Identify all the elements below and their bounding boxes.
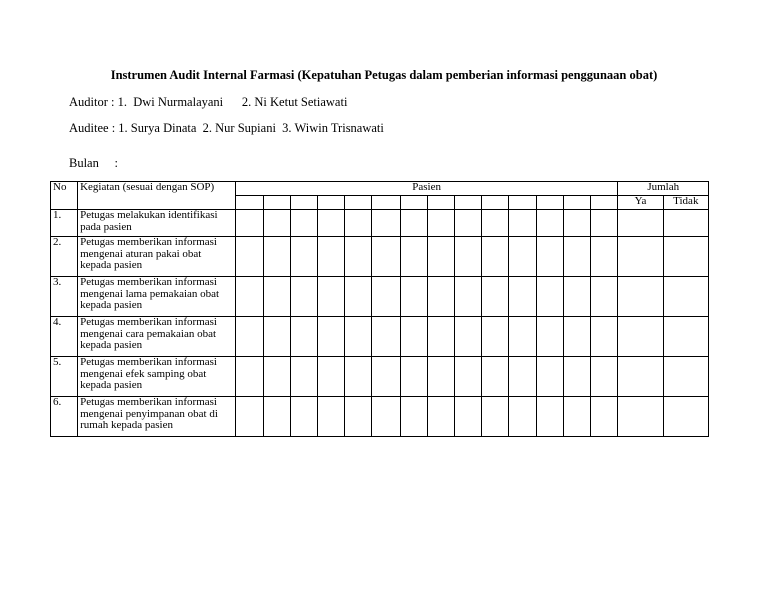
pasien-cell[interactable]	[591, 196, 618, 210]
table-header-row	[51, 182, 709, 196]
header-pasien: Pasien	[235, 182, 618, 196]
pasien-check-cell[interactable]	[564, 317, 591, 357]
jumlah-ya-cell[interactable]	[618, 210, 663, 237]
pasien-check-cell[interactable]	[318, 397, 345, 437]
pasien-check-cell[interactable]	[263, 397, 290, 437]
pasien-check-cell[interactable]	[372, 397, 400, 437]
pasien-check-cell[interactable]	[345, 397, 372, 437]
audit-table	[50, 181, 709, 437]
row-number: 3.	[51, 277, 78, 317]
pasien-check-cell[interactable]	[263, 210, 290, 237]
pasien-check-cell[interactable]	[400, 277, 427, 317]
table-row	[51, 357, 709, 397]
row-kegiatan: Petugas memberikan informasi mengenai lama pemakaian obat kepada pasien	[78, 277, 236, 317]
pasien-check-cell[interactable]	[318, 317, 345, 357]
pasien-check-cell[interactable]	[372, 237, 400, 277]
pasien-check-cell[interactable]	[318, 237, 345, 277]
document-title: Instrumen Audit Internal Farmasi (Kepatuhan Petugas dalam pemberian informasi penggunaan obat)	[110, 68, 658, 82]
pasien-check-cell[interactable]	[291, 210, 318, 237]
pasien-check-cell[interactable]	[291, 237, 318, 277]
jumlah-tidak-cell[interactable]	[663, 397, 708, 437]
pasien-check-cell[interactable]	[291, 277, 318, 317]
pasien-check-cell[interactable]	[564, 277, 591, 317]
pasien-check-cell[interactable]	[481, 317, 508, 357]
pasien-check-cell[interactable]	[508, 357, 536, 397]
pasien-check-cell[interactable]	[345, 237, 372, 277]
pasien-check-cell[interactable]	[235, 277, 263, 317]
pasien-check-cell[interactable]	[427, 357, 454, 397]
jumlah-tidak-cell[interactable]	[663, 277, 708, 317]
pasien-check-cell[interactable]	[400, 397, 427, 437]
pasien-check-cell[interactable]	[591, 210, 618, 237]
header-ya: Ya	[618, 196, 663, 210]
pasien-check-cell[interactable]	[263, 237, 290, 277]
pasien-cell[interactable]	[400, 196, 427, 210]
pasien-check-cell[interactable]	[454, 357, 481, 397]
pasien-check-cell[interactable]	[508, 317, 536, 357]
pasien-check-cell[interactable]	[263, 357, 290, 397]
pasien-check-cell[interactable]	[345, 277, 372, 317]
row-kegiatan: Petugas memberikan informasi mengenai cara pemakaian obat kepada pasien	[78, 317, 236, 357]
pasien-check-cell[interactable]	[427, 397, 454, 437]
table-row	[51, 277, 709, 317]
table-row	[51, 237, 709, 277]
bulan-separator: :	[114, 156, 118, 170]
pasien-cell[interactable]	[291, 196, 318, 210]
pasien-check-cell[interactable]	[481, 397, 508, 437]
pasien-check-cell[interactable]	[564, 210, 591, 237]
pasien-check-cell[interactable]	[454, 210, 481, 237]
auditor-member-1: 1. Dwi Nurmalayani	[117, 95, 224, 109]
auditee-line	[69, 121, 384, 136]
table-row	[51, 397, 709, 437]
pasien-check-cell[interactable]	[318, 357, 345, 397]
pasien-check-cell[interactable]	[481, 357, 508, 397]
pasien-check-cell[interactable]	[427, 237, 454, 277]
pasien-check-cell[interactable]	[372, 277, 400, 317]
jumlah-ya-cell[interactable]	[618, 277, 663, 317]
pasien-check-cell[interactable]	[318, 277, 345, 317]
pasien-check-cell[interactable]	[427, 210, 454, 237]
table-row	[51, 317, 709, 357]
row-kegiatan: Petugas melakukan identifikasi pada pasien	[78, 210, 236, 237]
auditee-member-1: 1. Surya Dinata	[118, 121, 197, 135]
auditee-member-3: 3. Wiwin Trisnawati	[282, 121, 384, 135]
header-tidak: Tidak	[663, 196, 708, 210]
pasien-check-cell[interactable]	[263, 317, 290, 357]
pasien-check-cell[interactable]	[591, 397, 618, 437]
jumlah-ya-cell[interactable]	[618, 357, 663, 397]
pasien-check-cell[interactable]	[400, 357, 427, 397]
pasien-check-cell[interactable]	[454, 397, 481, 437]
jumlah-ya-cell[interactable]	[618, 397, 663, 437]
pasien-check-cell[interactable]	[263, 277, 290, 317]
row-number: 5.	[51, 357, 78, 397]
auditor-label: Auditor :	[69, 95, 115, 109]
header-no: No	[51, 182, 78, 210]
pasien-check-cell[interactable]	[372, 210, 400, 237]
pasien-check-cell[interactable]	[400, 317, 427, 357]
pasien-check-cell[interactable]	[508, 237, 536, 277]
pasien-cell[interactable]	[564, 196, 591, 210]
pasien-check-cell[interactable]	[400, 210, 427, 237]
pasien-check-cell[interactable]	[291, 357, 318, 397]
pasien-check-cell[interactable]	[537, 237, 564, 277]
pasien-check-cell[interactable]	[564, 397, 591, 437]
pasien-check-cell[interactable]	[345, 357, 372, 397]
header-jumlah: Jumlah	[618, 182, 709, 196]
jumlah-tidak-cell[interactable]	[663, 357, 708, 397]
pasien-cell[interactable]	[481, 196, 508, 210]
pasien-check-cell[interactable]	[427, 317, 454, 357]
pasien-check-cell[interactable]	[454, 237, 481, 277]
pasien-check-cell[interactable]	[235, 397, 263, 437]
row-kegiatan: Petugas memberikan informasi mengenai aturan pakai obat kepada pasien	[78, 237, 236, 277]
jumlah-tidak-cell[interactable]	[663, 237, 708, 277]
auditor-member-2: 2. Ni Ketut Setiawati	[241, 95, 348, 109]
pasien-check-cell[interactable]	[372, 317, 400, 357]
header-kegiatan: Kegiatan (sesuai dengan SOP)	[78, 182, 236, 210]
bulan-label: Bulan	[69, 156, 99, 170]
pasien-cell[interactable]	[454, 196, 481, 210]
row-number: 1.	[51, 210, 78, 237]
pasien-check-cell[interactable]	[537, 210, 564, 237]
pasien-check-cell[interactable]	[537, 317, 564, 357]
pasien-cell[interactable]	[345, 196, 372, 210]
pasien-check-cell[interactable]	[291, 397, 318, 437]
pasien-check-cell[interactable]	[345, 210, 372, 237]
pasien-check-cell[interactable]	[508, 210, 536, 237]
pasien-check-cell[interactable]	[591, 317, 618, 357]
auditee-label: Auditee :	[69, 121, 116, 135]
auditee-member-2: 2. Nur Supiani	[202, 121, 276, 135]
pasien-check-cell[interactable]	[508, 277, 536, 317]
jumlah-ya-cell[interactable]	[618, 237, 663, 277]
pasien-check-cell[interactable]	[537, 277, 564, 317]
pasien-check-cell[interactable]	[508, 397, 536, 437]
pasien-check-cell[interactable]	[235, 210, 263, 237]
pasien-cell[interactable]	[235, 196, 263, 210]
pasien-check-cell[interactable]	[481, 277, 508, 317]
pasien-check-cell[interactable]	[454, 277, 481, 317]
row-number: 6.	[51, 397, 78, 437]
pasien-cell[interactable]	[318, 196, 345, 210]
pasien-cell[interactable]	[508, 196, 536, 210]
row-kegiatan: Petugas memberikan informasi mengenai efek samping obat kepada pasien	[78, 357, 236, 397]
pasien-check-cell[interactable]	[481, 210, 508, 237]
pasien-check-cell[interactable]	[235, 237, 263, 277]
pasien-check-cell[interactable]	[481, 237, 508, 277]
auditor-line	[69, 95, 347, 110]
pasien-check-cell[interactable]	[591, 277, 618, 317]
pasien-check-cell[interactable]	[537, 357, 564, 397]
pasien-check-cell[interactable]	[372, 357, 400, 397]
jumlah-tidak-cell[interactable]	[663, 317, 708, 357]
pasien-check-cell[interactable]	[345, 317, 372, 357]
pasien-check-cell[interactable]	[427, 277, 454, 317]
pasien-check-cell[interactable]	[400, 237, 427, 277]
row-kegiatan: Petugas memberikan informasi mengenai penyimpanan obat di rumah kepada pasien	[78, 397, 236, 437]
pasien-check-cell[interactable]	[591, 357, 618, 397]
table-row	[51, 210, 709, 237]
pasien-check-cell[interactable]	[291, 317, 318, 357]
jumlah-ya-cell[interactable]	[618, 317, 663, 357]
pasien-check-cell[interactable]	[318, 210, 345, 237]
bulan-line	[69, 156, 118, 171]
pasien-check-cell[interactable]	[235, 317, 263, 357]
pasien-check-cell[interactable]	[235, 357, 263, 397]
pasien-cell[interactable]	[372, 196, 400, 210]
jumlah-tidak-cell[interactable]	[663, 210, 708, 237]
pasien-check-cell[interactable]	[591, 237, 618, 277]
row-number: 4.	[51, 317, 78, 357]
pasien-cell[interactable]	[263, 196, 290, 210]
pasien-cell[interactable]	[537, 196, 564, 210]
pasien-check-cell[interactable]	[564, 357, 591, 397]
pasien-check-cell[interactable]	[537, 397, 564, 437]
row-number: 2.	[51, 237, 78, 277]
pasien-cell[interactable]	[427, 196, 454, 210]
pasien-check-cell[interactable]	[454, 317, 481, 357]
pasien-check-cell[interactable]	[564, 237, 591, 277]
